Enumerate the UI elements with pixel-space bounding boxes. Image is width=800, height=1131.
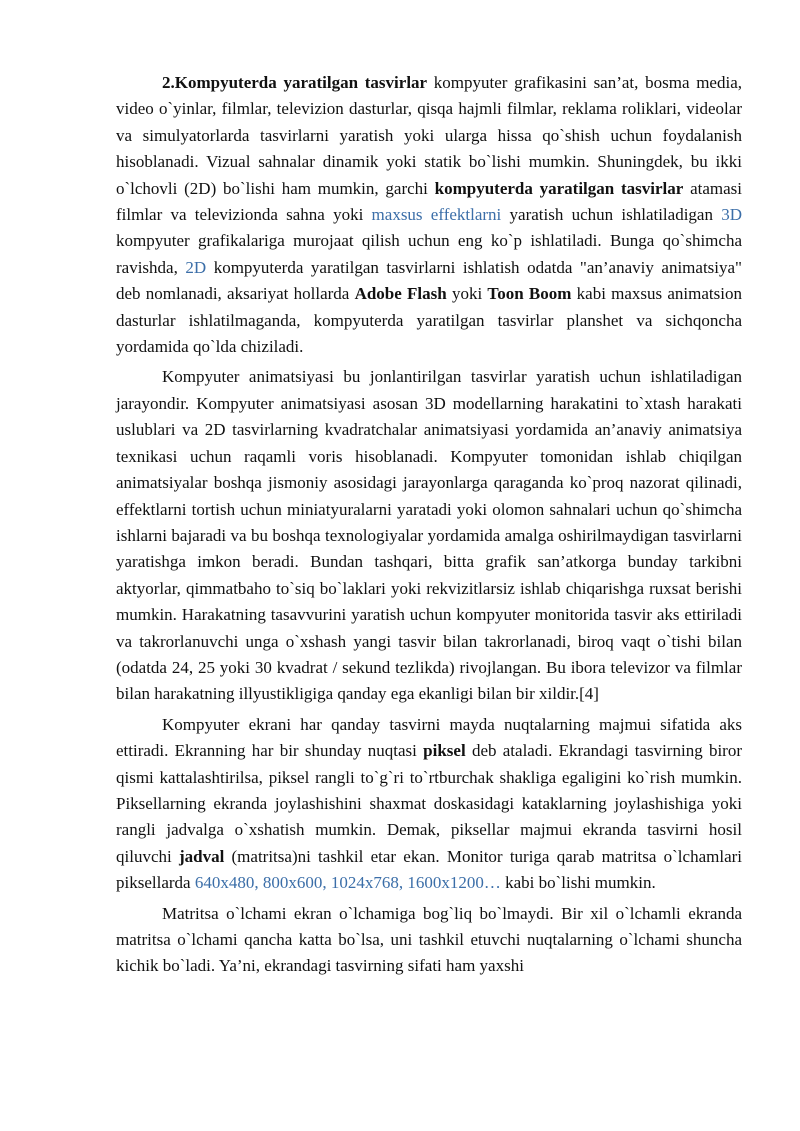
text-run: Matritsa o`lchami ekran o`lchamiga bog`liq bo`lmaydi. Bir xil o`lchamli ekranda matritsa o`lchami qancha katta bo`lsa, uni tashkil etuvchi nuqtalarning o`lchami shuncha kichik bo`ladi. Ya’ni, ekrandagi tasvirning sifati ham yaxshi (116, 903, 742, 976)
text-run: kabi bo`lishi mumkin. (500, 873, 656, 893)
paragraph (116, 712, 742, 897)
hyperlink-text[interactable]: 640x480, 800x600, 1024x768, 1600x1200… (194, 873, 501, 893)
text-run: Kompyuter animatsiyasi bu jonlantirilgan tasvirlar yaratish uchun ishlatiladigan jarayondir. Kompyuter animatsiyasi asosan 3D modellarning harakatini to`xtash harakati uslublari va 2D tasvirlarning kvadratchalar animatsiyasi yordamida an’anaviy animatsiya texnikasi uchun raqamli voris hisoblanadi. Kompyuter tomonidan ishlab chiqilgan animatsiyalar boshqa jismoniy asosidagi jarayonlarga qaraganda ko`proq nazorat qilinadi, effektlarni tortish uchun miniatyuralarni yaratadi yoki olomon sahnalari uchun qo`shimcha ishlarni bajaradi va bu boshqa texnologiyalar yordamida amalga oshirilmaydigan tasvirlarni yaratishga imkon beradi. Bundan tashqari, bitta grafik san’atkorga bunday tarkibni aktyorlar, qimmatbaho to`siq bo`laklari yoki rekvizitlarsiz ishlab chiqarishga ruxsat berishi mumkin. Harakatning tasavvurini yaratish uchun kompyuter monitorida tasvir aks ettiriladi va takrorlanuvchi unga o`xshash yangi tasvir bilan takrorlanadi, biroq vaqt o`tishi bilan (odatda 24, 25 yoki 30 kvadrat / sekund tezlikda) rivojlangan. Bu ibora televizor va filmlar bilan harakatning illyustikligiga qanday ega ekanligi bilan bir xildir.[4] (116, 367, 742, 704)
paragraph (116, 70, 742, 360)
text-run: (matritsa)ni tashkil etar ekan. Monitor turiga qarab matritsa o`lchamlari piksellarda (116, 846, 742, 893)
paragraph (116, 901, 742, 980)
bold-term: piksel (423, 741, 466, 761)
bold-term: kompyuterda yaratilgan tasvirlar (434, 178, 684, 198)
text-run: kabi maxsus animatsion dasturlar ishlatilmaganda, kompyuterda yaratilgan tasvirlar planshet va sichqoncha yordamida qo`lda chiziladi. (116, 284, 742, 357)
text-run: deb ataladi. Ekrandagi tasvirning biror qismi kattalashtirilsa, piksel rangli to`g`ri to`rtburchak shakliga egaligini ko`rish mumkin. Piksellarning ekranda joylashishini shaxmat doskasidagi kataklarning joylashishiga yoki rangli jadvalga o`xshatish mumkin. Demak, piksellar majmui ekranda tasvirni hosil qiluvchi (116, 741, 742, 866)
text-run: yoki (446, 284, 488, 304)
hyperlink-text[interactable]: 2D (185, 257, 207, 277)
text-run: kompyuterda yaratilgan tasvirlarni ishlatish odatda "an’anaviy animatsiya" deb nomlanadi, aksariyat hollarda (116, 257, 742, 304)
bold-term: Toon Boom (487, 284, 572, 304)
document-page (116, 70, 742, 984)
text-run: kompyuter grafikalariga murojaat qilish uchun eng ko`p ishlatiladi. Bunga qo`shimcha ravishda, (116, 231, 742, 277)
text-run: kompyuter grafikasini san’at, bosma media, video o`yinlar, filmlar, televizion dasturlar, qisqa hajmli filmlar, reklama roliklari, videolar va simulyatorlarda tasvirlarni yaratish yoki ularga hissa qo`shish uchun foydalanish hisoblanadi. Vizual sahnalar dinamik yoki statik bo`lishi mumkin. Shuningdek, bu ikki o`lchovli (2D) bo`lishi ham mumkin, garchi (116, 73, 742, 198)
bold-term: Adobe Flash (354, 284, 447, 304)
bold-term: jadval (178, 846, 225, 866)
text-run: yaratish uchun ishlatiladigan (501, 205, 722, 225)
hyperlink-text[interactable]: 3D (721, 205, 743, 225)
text-run: atamasi filmlar va televizionda sahna yoki (116, 178, 742, 225)
hyperlink-text[interactable]: maxsus effektlarni (371, 205, 502, 225)
paragraph (116, 364, 742, 707)
bold-term: 2.Kompyuterda yaratilgan tasvirlar (162, 73, 428, 92)
text-run: Kompyuter ekrani har qanday tasvirni mayda nuqtalarning majmui sifatida aks ettiradi. Ekranning har bir shunday nuqtasi (116, 714, 742, 761)
